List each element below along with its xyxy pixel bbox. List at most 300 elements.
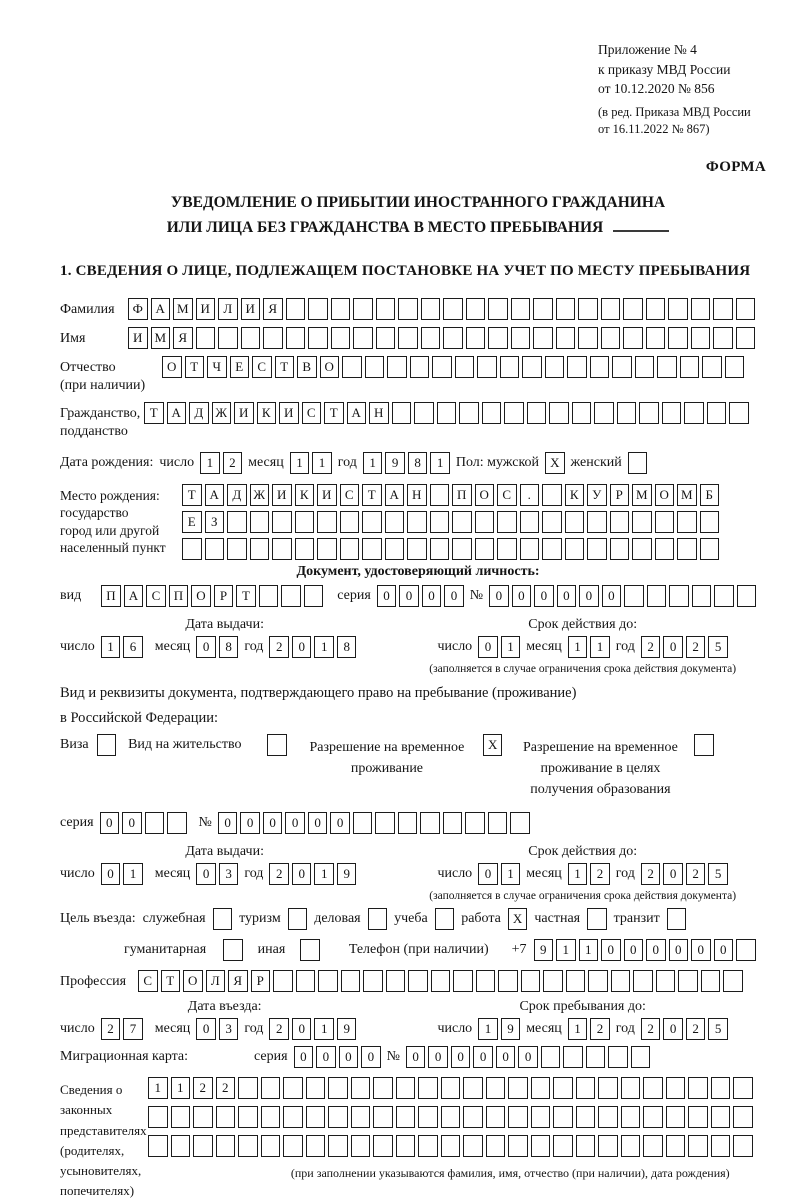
form-cell[interactable]: [437, 402, 457, 424]
form-cell[interactable]: И: [241, 298, 261, 320]
form-cell[interactable]: [362, 511, 382, 533]
form-cell[interactable]: [306, 1077, 326, 1099]
form-cell[interactable]: [486, 1077, 506, 1099]
form-cell[interactable]: [586, 1046, 606, 1068]
form-cell[interactable]: [733, 1135, 753, 1157]
form-cell[interactable]: 0: [196, 1018, 216, 1040]
form-cell[interactable]: [549, 402, 569, 424]
form-cell[interactable]: [261, 1077, 281, 1099]
form-cell[interactable]: [148, 1135, 168, 1157]
form-cell[interactable]: [308, 298, 328, 320]
form-cell[interactable]: [238, 1106, 258, 1128]
form-cell[interactable]: [171, 1106, 191, 1128]
form-cell[interactable]: 2: [686, 1018, 706, 1040]
form-cell[interactable]: [452, 511, 472, 533]
form-cell[interactable]: 0: [601, 939, 621, 961]
form-cell[interactable]: [227, 538, 247, 560]
form-cell[interactable]: [566, 970, 586, 992]
form-cell[interactable]: С: [497, 484, 517, 506]
form-cell[interactable]: [385, 538, 405, 560]
form-cell[interactable]: Д: [227, 484, 247, 506]
form-cell[interactable]: 0: [361, 1046, 381, 1068]
form-cell[interactable]: [441, 1135, 461, 1157]
form-cell[interactable]: [392, 402, 412, 424]
form-cell[interactable]: [261, 1135, 281, 1157]
form-cell[interactable]: 0: [663, 1018, 683, 1040]
form-cell[interactable]: 0: [422, 585, 442, 607]
form-cell[interactable]: [318, 970, 338, 992]
form-cell[interactable]: [488, 327, 508, 349]
form-cell[interactable]: Ч: [207, 356, 227, 378]
form-cell[interactable]: [286, 298, 306, 320]
form-cell[interactable]: [353, 327, 373, 349]
form-cell[interactable]: А: [151, 298, 171, 320]
form-cell[interactable]: 0: [512, 585, 532, 607]
form-cell[interactable]: [643, 1135, 663, 1157]
form-cell[interactable]: [594, 402, 614, 424]
form-cell[interactable]: [621, 1135, 641, 1157]
form-cell[interactable]: [655, 538, 675, 560]
form-cell[interactable]: [542, 484, 562, 506]
form-cell[interactable]: [213, 908, 233, 930]
form-cell[interactable]: 1: [290, 452, 310, 474]
form-cell[interactable]: [520, 511, 540, 533]
form-cell[interactable]: [476, 970, 496, 992]
form-cell[interactable]: Т: [236, 585, 256, 607]
form-cell[interactable]: А: [347, 402, 367, 424]
form-cell[interactable]: [691, 327, 711, 349]
form-cell[interactable]: 0: [122, 812, 142, 834]
form-cell[interactable]: [263, 327, 283, 349]
form-cell[interactable]: А: [167, 402, 187, 424]
form-cell[interactable]: [421, 298, 441, 320]
form-cell[interactable]: [587, 538, 607, 560]
form-cell[interactable]: [295, 511, 315, 533]
form-cell[interactable]: [565, 538, 585, 560]
form-cell[interactable]: [482, 402, 502, 424]
form-cell[interactable]: [624, 585, 644, 607]
form-cell[interactable]: [259, 585, 279, 607]
form-cell[interactable]: 9: [385, 452, 405, 474]
form-cell[interactable]: [238, 1135, 258, 1157]
form-cell[interactable]: [578, 298, 598, 320]
form-cell[interactable]: Я: [173, 327, 193, 349]
form-cell[interactable]: 3: [219, 863, 239, 885]
form-cell[interactable]: [373, 1077, 393, 1099]
form-cell[interactable]: [353, 812, 373, 834]
form-cell[interactable]: [646, 298, 666, 320]
form-cell[interactable]: [283, 1106, 303, 1128]
form-cell[interactable]: О: [191, 585, 211, 607]
form-cell[interactable]: [488, 812, 508, 834]
form-cell[interactable]: 0: [669, 939, 689, 961]
form-cell[interactable]: [576, 1077, 596, 1099]
form-cell[interactable]: 3: [219, 1018, 239, 1040]
form-cell[interactable]: [628, 452, 648, 474]
form-cell[interactable]: [241, 327, 261, 349]
form-cell[interactable]: [711, 1135, 731, 1157]
form-cell[interactable]: 0: [218, 812, 238, 834]
form-cell[interactable]: [700, 538, 720, 560]
form-cell[interactable]: Я: [263, 298, 283, 320]
form-cell[interactable]: [497, 538, 517, 560]
form-cell[interactable]: 0: [478, 863, 498, 885]
form-cell[interactable]: [421, 327, 441, 349]
form-cell[interactable]: [498, 970, 518, 992]
form-cell[interactable]: [729, 402, 749, 424]
form-cell[interactable]: 8: [337, 636, 357, 658]
form-cell[interactable]: [553, 1077, 573, 1099]
form-cell[interactable]: И: [128, 327, 148, 349]
form-cell[interactable]: [587, 511, 607, 533]
form-cell[interactable]: [533, 298, 553, 320]
form-cell[interactable]: 1: [556, 939, 576, 961]
form-cell[interactable]: Ж: [212, 402, 232, 424]
form-cell[interactable]: [590, 356, 610, 378]
form-cell[interactable]: Н: [369, 402, 389, 424]
form-cell[interactable]: [601, 327, 621, 349]
form-cell[interactable]: С: [340, 484, 360, 506]
form-cell[interactable]: [563, 1046, 583, 1068]
form-cell[interactable]: [733, 1106, 753, 1128]
form-cell[interactable]: [576, 1106, 596, 1128]
form-cell[interactable]: К: [257, 402, 277, 424]
form-cell[interactable]: [328, 1077, 348, 1099]
form-cell[interactable]: Я: [228, 970, 248, 992]
form-cell[interactable]: Р: [214, 585, 234, 607]
form-cell[interactable]: Д: [189, 402, 209, 424]
form-cell[interactable]: [410, 356, 430, 378]
form-cell[interactable]: 0: [444, 585, 464, 607]
form-cell[interactable]: 0: [339, 1046, 359, 1068]
form-cell[interactable]: [601, 298, 621, 320]
form-cell[interactable]: [542, 511, 562, 533]
form-cell[interactable]: [396, 1106, 416, 1128]
form-cell[interactable]: Т: [161, 970, 181, 992]
form-cell[interactable]: М: [632, 484, 652, 506]
form-cell[interactable]: 1: [148, 1077, 168, 1099]
form-cell[interactable]: П: [101, 585, 121, 607]
form-cell[interactable]: 2: [686, 636, 706, 658]
form-cell[interactable]: 0: [714, 939, 734, 961]
form-cell[interactable]: [736, 327, 756, 349]
form-cell[interactable]: .: [520, 484, 540, 506]
form-cell[interactable]: [694, 734, 714, 756]
form-cell[interactable]: П: [452, 484, 472, 506]
form-cell[interactable]: [306, 1135, 326, 1157]
form-cell[interactable]: Т: [182, 484, 202, 506]
form-cell[interactable]: 0: [330, 812, 350, 834]
form-cell[interactable]: [455, 356, 475, 378]
form-cell[interactable]: [668, 298, 688, 320]
form-cell[interactable]: [635, 356, 655, 378]
form-cell[interactable]: 0: [292, 863, 312, 885]
form-cell[interactable]: О: [162, 356, 182, 378]
form-cell[interactable]: [511, 327, 531, 349]
form-cell[interactable]: [668, 327, 688, 349]
form-cell[interactable]: 2: [223, 452, 243, 474]
form-cell[interactable]: [572, 402, 592, 424]
form-cell[interactable]: [351, 1077, 371, 1099]
form-cell[interactable]: [511, 298, 531, 320]
form-cell[interactable]: [398, 812, 418, 834]
form-cell[interactable]: [431, 970, 451, 992]
form-cell[interactable]: [714, 585, 734, 607]
form-cell[interactable]: 1: [501, 636, 521, 658]
form-cell[interactable]: [430, 484, 450, 506]
form-cell[interactable]: [639, 402, 659, 424]
form-cell[interactable]: [508, 1077, 528, 1099]
form-cell[interactable]: [351, 1106, 371, 1128]
form-cell[interactable]: 1: [312, 452, 332, 474]
form-cell[interactable]: [373, 1135, 393, 1157]
form-cell[interactable]: [647, 585, 667, 607]
form-cell[interactable]: [713, 298, 733, 320]
form-cell[interactable]: [543, 970, 563, 992]
form-cell[interactable]: [317, 511, 337, 533]
form-cell[interactable]: 0: [663, 636, 683, 658]
form-cell[interactable]: [465, 812, 485, 834]
form-cell[interactable]: 1: [314, 636, 334, 658]
form-cell[interactable]: 0: [316, 1046, 336, 1068]
form-cell[interactable]: 0: [646, 939, 666, 961]
form-cell[interactable]: [678, 970, 698, 992]
form-cell[interactable]: [167, 812, 187, 834]
form-cell[interactable]: [227, 511, 247, 533]
form-cell[interactable]: С: [302, 402, 322, 424]
form-cell[interactable]: [598, 1077, 618, 1099]
form-cell[interactable]: [576, 1135, 596, 1157]
form-cell[interactable]: 2: [641, 1018, 661, 1040]
form-cell[interactable]: 1: [314, 863, 334, 885]
form-cell[interactable]: 0: [285, 812, 305, 834]
form-cell[interactable]: М: [151, 327, 171, 349]
form-cell[interactable]: [632, 538, 652, 560]
form-cell[interactable]: И: [272, 484, 292, 506]
form-cell[interactable]: [545, 356, 565, 378]
form-cell[interactable]: [281, 585, 301, 607]
form-cell[interactable]: [657, 356, 677, 378]
form-cell[interactable]: [736, 939, 756, 961]
form-cell[interactable]: [611, 970, 631, 992]
form-cell[interactable]: [656, 970, 676, 992]
form-cell[interactable]: [631, 1046, 651, 1068]
form-cell[interactable]: 0: [292, 636, 312, 658]
form-cell[interactable]: 0: [451, 1046, 471, 1068]
form-cell[interactable]: 2: [686, 863, 706, 885]
form-cell[interactable]: И: [279, 402, 299, 424]
form-cell[interactable]: Т: [362, 484, 382, 506]
form-cell[interactable]: [680, 356, 700, 378]
form-cell[interactable]: [598, 1106, 618, 1128]
form-cell[interactable]: [353, 298, 373, 320]
form-cell[interactable]: [662, 402, 682, 424]
form-cell[interactable]: О: [655, 484, 675, 506]
form-cell[interactable]: [216, 1135, 236, 1157]
form-cell[interactable]: [553, 1106, 573, 1128]
form-cell[interactable]: 1: [363, 452, 383, 474]
form-cell[interactable]: [497, 511, 517, 533]
form-cell[interactable]: [684, 402, 704, 424]
form-cell[interactable]: [643, 1077, 663, 1099]
form-cell[interactable]: Л: [218, 298, 238, 320]
form-cell[interactable]: [700, 511, 720, 533]
form-cell[interactable]: [267, 734, 287, 756]
form-cell[interactable]: 1: [579, 939, 599, 961]
form-cell[interactable]: 9: [337, 1018, 357, 1040]
form-cell[interactable]: [531, 1135, 551, 1157]
form-cell[interactable]: 0: [240, 812, 260, 834]
form-cell[interactable]: [565, 511, 585, 533]
form-cell[interactable]: [667, 908, 687, 930]
form-cell[interactable]: [475, 538, 495, 560]
form-cell[interactable]: 2: [269, 636, 289, 658]
title-blank-line[interactable]: [613, 219, 669, 232]
form-cell[interactable]: [463, 1135, 483, 1157]
form-cell[interactable]: [398, 298, 418, 320]
form-cell[interactable]: [610, 538, 630, 560]
form-cell[interactable]: 2: [216, 1077, 236, 1099]
form-cell[interactable]: [633, 970, 653, 992]
form-cell[interactable]: [385, 511, 405, 533]
form-cell[interactable]: [387, 356, 407, 378]
form-cell[interactable]: 0: [406, 1046, 426, 1068]
form-cell[interactable]: [521, 970, 541, 992]
form-cell[interactable]: 1: [171, 1077, 191, 1099]
form-cell[interactable]: [666, 1077, 686, 1099]
form-cell[interactable]: [486, 1106, 506, 1128]
form-cell[interactable]: [702, 356, 722, 378]
form-cell[interactable]: [362, 538, 382, 560]
form-cell[interactable]: [691, 298, 711, 320]
form-cell[interactable]: 5: [708, 1018, 728, 1040]
form-cell[interactable]: 1: [430, 452, 450, 474]
form-cell[interactable]: X: [545, 452, 565, 474]
form-cell[interactable]: 1: [568, 1018, 588, 1040]
form-cell[interactable]: Т: [144, 402, 164, 424]
form-cell[interactable]: [396, 1135, 416, 1157]
form-cell[interactable]: [342, 356, 362, 378]
form-cell[interactable]: [632, 511, 652, 533]
form-cell[interactable]: 0: [534, 585, 554, 607]
form-cell[interactable]: [713, 327, 733, 349]
form-cell[interactable]: [331, 298, 351, 320]
form-cell[interactable]: [643, 1106, 663, 1128]
form-cell[interactable]: Т: [275, 356, 295, 378]
form-cell[interactable]: 0: [602, 585, 622, 607]
form-cell[interactable]: О: [183, 970, 203, 992]
form-cell[interactable]: [328, 1135, 348, 1157]
form-cell[interactable]: 0: [196, 636, 216, 658]
form-cell[interactable]: [646, 327, 666, 349]
form-cell[interactable]: [375, 812, 395, 834]
form-cell[interactable]: С: [252, 356, 272, 378]
form-cell[interactable]: [148, 1106, 168, 1128]
form-cell[interactable]: [623, 298, 643, 320]
form-cell[interactable]: [655, 511, 675, 533]
form-cell[interactable]: [578, 327, 598, 349]
form-cell[interactable]: [621, 1106, 641, 1128]
form-cell[interactable]: Е: [230, 356, 250, 378]
form-cell[interactable]: [351, 1135, 371, 1157]
form-cell[interactable]: [488, 298, 508, 320]
form-cell[interactable]: 0: [428, 1046, 448, 1068]
form-cell[interactable]: [736, 298, 756, 320]
form-cell[interactable]: [441, 1077, 461, 1099]
form-cell[interactable]: Н: [407, 484, 427, 506]
form-cell[interactable]: И: [234, 402, 254, 424]
form-cell[interactable]: [171, 1135, 191, 1157]
form-cell[interactable]: 0: [399, 585, 419, 607]
form-cell[interactable]: [418, 1106, 438, 1128]
form-cell[interactable]: [250, 511, 270, 533]
form-cell[interactable]: П: [169, 585, 189, 607]
form-cell[interactable]: 6: [123, 636, 143, 658]
form-cell[interactable]: 0: [101, 863, 121, 885]
form-cell[interactable]: 1: [568, 636, 588, 658]
form-cell[interactable]: 5: [708, 863, 728, 885]
form-cell[interactable]: 0: [473, 1046, 493, 1068]
form-cell[interactable]: [553, 1135, 573, 1157]
form-cell[interactable]: 0: [489, 585, 509, 607]
form-cell[interactable]: [407, 511, 427, 533]
form-cell[interactable]: [737, 585, 757, 607]
form-cell[interactable]: [688, 1077, 708, 1099]
form-cell[interactable]: [288, 908, 308, 930]
form-cell[interactable]: [250, 538, 270, 560]
form-cell[interactable]: [193, 1106, 213, 1128]
form-cell[interactable]: Ж: [250, 484, 270, 506]
form-cell[interactable]: [533, 327, 553, 349]
form-cell[interactable]: А: [124, 585, 144, 607]
form-cell[interactable]: 9: [337, 863, 357, 885]
form-cell[interactable]: [193, 1135, 213, 1157]
form-cell[interactable]: [435, 908, 455, 930]
form-cell[interactable]: [441, 1106, 461, 1128]
form-cell[interactable]: [407, 538, 427, 560]
form-cell[interactable]: 0: [263, 812, 283, 834]
form-cell[interactable]: Р: [251, 970, 271, 992]
form-cell[interactable]: [453, 970, 473, 992]
form-cell[interactable]: [541, 1046, 561, 1068]
form-cell[interactable]: [463, 1106, 483, 1128]
form-cell[interactable]: [396, 1077, 416, 1099]
form-cell[interactable]: [286, 327, 306, 349]
form-cell[interactable]: [414, 402, 434, 424]
form-cell[interactable]: [527, 402, 547, 424]
form-cell[interactable]: [283, 1135, 303, 1157]
form-cell[interactable]: 2: [269, 1018, 289, 1040]
form-cell[interactable]: 8: [219, 636, 239, 658]
form-cell[interactable]: [340, 511, 360, 533]
form-cell[interactable]: [443, 812, 463, 834]
form-cell[interactable]: 0: [663, 863, 683, 885]
form-cell[interactable]: [443, 327, 463, 349]
form-cell[interactable]: 9: [501, 1018, 521, 1040]
form-cell[interactable]: 7: [123, 1018, 143, 1040]
form-cell[interactable]: [452, 538, 472, 560]
form-cell[interactable]: Т: [185, 356, 205, 378]
form-cell[interactable]: И: [317, 484, 337, 506]
form-cell[interactable]: [612, 356, 632, 378]
form-cell[interactable]: [328, 1106, 348, 1128]
form-cell[interactable]: [692, 585, 712, 607]
form-cell[interactable]: А: [205, 484, 225, 506]
form-cell[interactable]: 2: [641, 636, 661, 658]
form-cell[interactable]: О: [320, 356, 340, 378]
form-cell[interactable]: [430, 511, 450, 533]
form-cell[interactable]: [508, 1106, 528, 1128]
